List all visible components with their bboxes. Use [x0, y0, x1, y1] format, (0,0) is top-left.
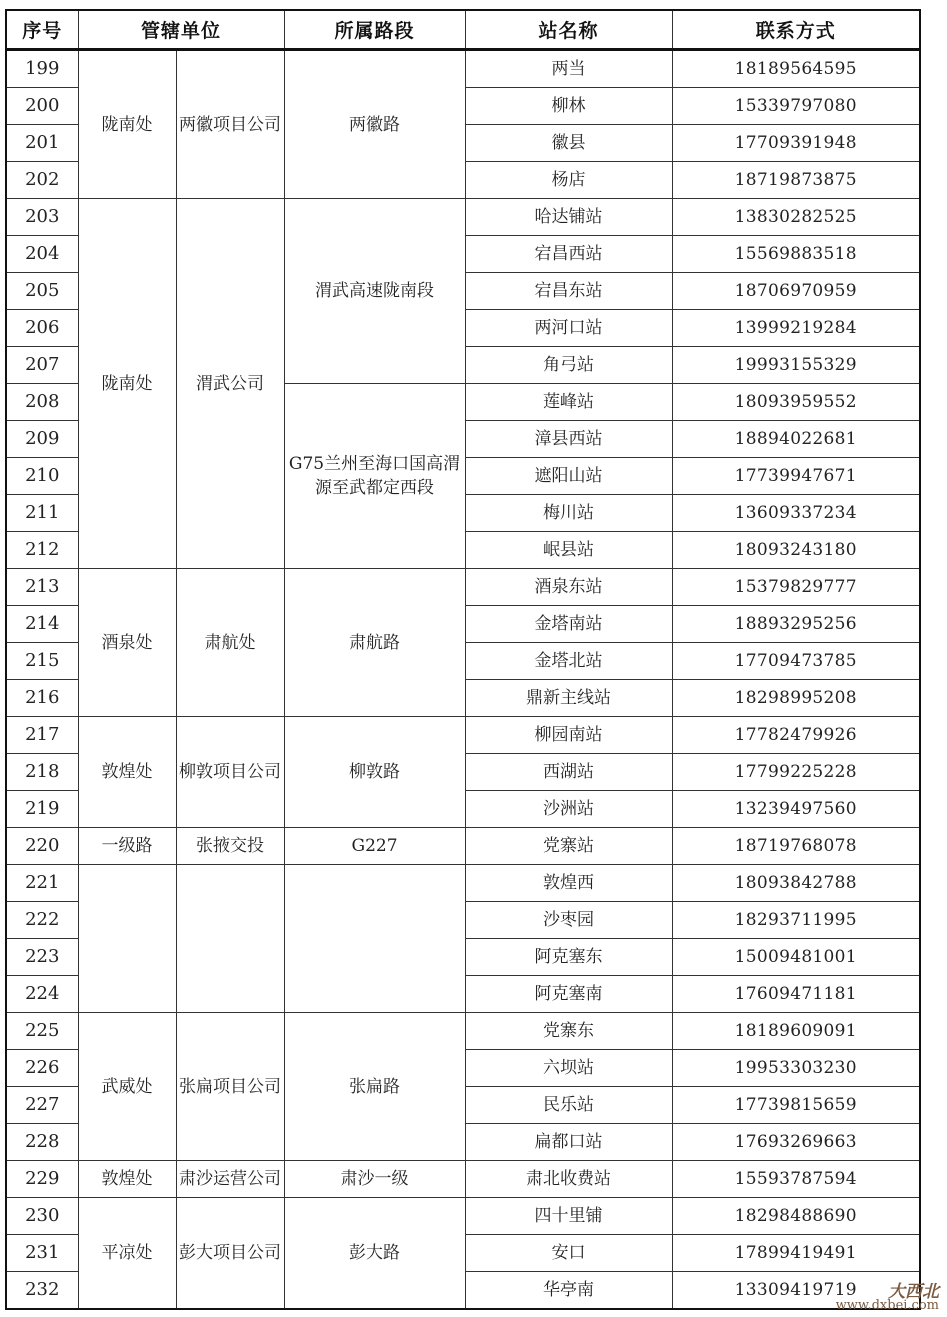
segment-cell: 肃沙一级 [284, 1161, 465, 1198]
segment-cell: 两徽路 [284, 50, 465, 199]
serial-cell: 217 [6, 717, 78, 754]
station-cell: 柳林 [465, 88, 672, 125]
company-cell: 柳敦项目公司 [176, 717, 284, 828]
company-cell [176, 865, 284, 1013]
serial-cell: 227 [6, 1087, 78, 1124]
station-cell: 莲峰站 [465, 384, 672, 421]
header-station: 站名称 [465, 10, 672, 50]
station-cell: 漳县西站 [465, 421, 672, 458]
serial-cell: 224 [6, 976, 78, 1013]
station-cell: 两河口站 [465, 310, 672, 347]
table-row [6, 1013, 920, 1050]
company-cell: 张扁项目公司 [176, 1013, 284, 1161]
serial-cell: 210 [6, 458, 78, 495]
contact-table-container [5, 9, 919, 1310]
phone-cell: 17709473785 [672, 643, 920, 680]
station-cell: 两当 [465, 50, 672, 88]
header-contact: 联系方式 [672, 10, 920, 50]
segment-cell: G75兰州至海口国高渭源至武都定西段 [284, 384, 465, 569]
segment-cell: 彭大路 [284, 1198, 465, 1310]
station-cell: 宕昌西站 [465, 236, 672, 273]
watermark-url: www.dxbei.com [835, 1298, 939, 1313]
station-cell: 安口 [465, 1235, 672, 1272]
serial-cell: 223 [6, 939, 78, 976]
serial-cell: 212 [6, 532, 78, 569]
serial-cell: 207 [6, 347, 78, 384]
serial-cell: 228 [6, 1124, 78, 1161]
unit-cell [78, 865, 176, 1013]
station-cell: 鼎新主线站 [465, 680, 672, 717]
segment-cell [284, 865, 465, 1013]
unit-cell: 酒泉处 [78, 569, 176, 717]
phone-cell: 15593787594 [672, 1161, 920, 1198]
company-cell: 彭大项目公司 [176, 1198, 284, 1310]
serial-cell: 202 [6, 162, 78, 199]
company-cell: 渭武公司 [176, 199, 284, 569]
phone-cell: 13609337234 [672, 495, 920, 532]
serial-cell: 221 [6, 865, 78, 902]
phone-cell: 17609471181 [672, 976, 920, 1013]
phone-cell: 15569883518 [672, 236, 920, 273]
table-header-row [6, 10, 920, 50]
phone-cell: 18298995208 [672, 680, 920, 717]
station-cell: 肃北收费站 [465, 1161, 672, 1198]
watermark-name: 大西北 [888, 1282, 939, 1302]
serial-cell: 222 [6, 902, 78, 939]
station-cell: 阿克塞南 [465, 976, 672, 1013]
serial-cell: 201 [6, 125, 78, 162]
segment-cell: 张扁路 [284, 1013, 465, 1161]
station-cell: 六坝站 [465, 1050, 672, 1087]
header-segment: 所属路段 [284, 10, 465, 50]
unit-cell: 陇南处 [78, 50, 176, 199]
table-row [6, 865, 920, 902]
phone-cell: 18189564595 [672, 50, 920, 88]
phone-cell: 19953303230 [672, 1050, 920, 1087]
serial-cell: 229 [6, 1161, 78, 1198]
station-cell: 柳园南站 [465, 717, 672, 754]
station-cell: 金塔南站 [465, 606, 672, 643]
serial-cell: 204 [6, 236, 78, 273]
station-cell: 梅川站 [465, 495, 672, 532]
phone-cell: 18719873875 [672, 162, 920, 199]
unit-cell: 武威处 [78, 1013, 176, 1161]
phone-cell: 19993155329 [672, 347, 920, 384]
serial-cell: 214 [6, 606, 78, 643]
serial-cell: 203 [6, 199, 78, 236]
serial-cell: 230 [6, 1198, 78, 1235]
phone-cell: 17693269663 [672, 1124, 920, 1161]
station-cell: 党寨站 [465, 828, 672, 865]
station-cell: 党寨东 [465, 1013, 672, 1050]
station-cell: 哈达铺站 [465, 199, 672, 236]
unit-cell: 敦煌处 [78, 1161, 176, 1198]
phone-cell: 18706970959 [672, 273, 920, 310]
company-cell: 肃航处 [176, 569, 284, 717]
station-cell: 西湖站 [465, 754, 672, 791]
phone-cell: 13239497560 [672, 791, 920, 828]
segment-cell: G227 [284, 828, 465, 865]
unit-cell: 敦煌处 [78, 717, 176, 828]
station-cell: 金塔北站 [465, 643, 672, 680]
station-cell: 杨店 [465, 162, 672, 199]
serial-cell: 199 [6, 50, 78, 88]
phone-cell: 18893295256 [672, 606, 920, 643]
station-cell: 徽县 [465, 125, 672, 162]
station-cell: 酒泉东站 [465, 569, 672, 606]
phone-cell: 15339797080 [672, 88, 920, 125]
serial-cell: 219 [6, 791, 78, 828]
table-row [6, 1161, 920, 1198]
phone-cell: 13309419719 [672, 1272, 920, 1310]
segment-cell: 渭武高速陇南段 [284, 199, 465, 384]
phone-cell: 17739947671 [672, 458, 920, 495]
serial-cell: 213 [6, 569, 78, 606]
serial-cell: 209 [6, 421, 78, 458]
phone-cell: 18719768078 [672, 828, 920, 865]
serial-cell: 205 [6, 273, 78, 310]
phone-cell: 18093959552 [672, 384, 920, 421]
watermark-logo [835, 1282, 939, 1313]
table-row [6, 1198, 920, 1235]
table-row [6, 717, 920, 754]
company-cell: 张掖交投 [176, 828, 284, 865]
station-cell: 角弓站 [465, 347, 672, 384]
station-cell: 扁都口站 [465, 1124, 672, 1161]
phone-cell: 18293711995 [672, 902, 920, 939]
table-row [6, 828, 920, 865]
station-cell: 华亭南 [465, 1272, 672, 1310]
phone-cell: 18189609091 [672, 1013, 920, 1050]
station-cell: 岷县站 [465, 532, 672, 569]
serial-cell: 218 [6, 754, 78, 791]
serial-cell: 215 [6, 643, 78, 680]
serial-cell: 211 [6, 495, 78, 532]
phone-cell: 17899419491 [672, 1235, 920, 1272]
phone-cell: 18093842788 [672, 865, 920, 902]
serial-cell: 208 [6, 384, 78, 421]
unit-cell: 平凉处 [78, 1198, 176, 1310]
station-cell: 宕昌东站 [465, 273, 672, 310]
phone-cell: 15009481001 [672, 939, 920, 976]
phone-cell: 17739815659 [672, 1087, 920, 1124]
phone-cell: 15379829777 [672, 569, 920, 606]
table-row [6, 199, 920, 236]
phone-cell: 18093243180 [672, 532, 920, 569]
segment-cell: 柳敦路 [284, 717, 465, 828]
phone-cell: 18298488690 [672, 1198, 920, 1235]
station-cell: 民乐站 [465, 1087, 672, 1124]
station-cell: 沙洲站 [465, 791, 672, 828]
header-serial: 序号 [6, 10, 78, 50]
table-row [6, 569, 920, 606]
phone-cell: 17709391948 [672, 125, 920, 162]
serial-cell: 231 [6, 1235, 78, 1272]
serial-cell: 206 [6, 310, 78, 347]
station-cell: 阿克塞东 [465, 939, 672, 976]
serial-cell: 200 [6, 88, 78, 125]
unit-cell: 一级路 [78, 828, 176, 865]
phone-cell: 13830282525 [672, 199, 920, 236]
phone-cell: 13999219284 [672, 310, 920, 347]
toll-station-contact-table [5, 9, 921, 1310]
station-cell: 四十里铺 [465, 1198, 672, 1235]
table-body [6, 50, 920, 1310]
serial-cell: 225 [6, 1013, 78, 1050]
serial-cell: 232 [6, 1272, 78, 1310]
phone-cell: 17782479926 [672, 717, 920, 754]
serial-cell: 226 [6, 1050, 78, 1087]
segment-cell: 肃航路 [284, 569, 465, 717]
serial-cell: 220 [6, 828, 78, 865]
station-cell: 沙枣园 [465, 902, 672, 939]
company-cell: 肃沙运营公司 [176, 1161, 284, 1198]
phone-cell: 17799225228 [672, 754, 920, 791]
serial-cell: 216 [6, 680, 78, 717]
unit-cell: 陇南处 [78, 199, 176, 569]
station-cell: 遮阳山站 [465, 458, 672, 495]
table-row [6, 50, 920, 88]
header-unit: 管辖单位 [78, 10, 284, 50]
phone-cell: 18894022681 [672, 421, 920, 458]
station-cell: 敦煌西 [465, 865, 672, 902]
company-cell: 两徽项目公司 [176, 50, 284, 199]
